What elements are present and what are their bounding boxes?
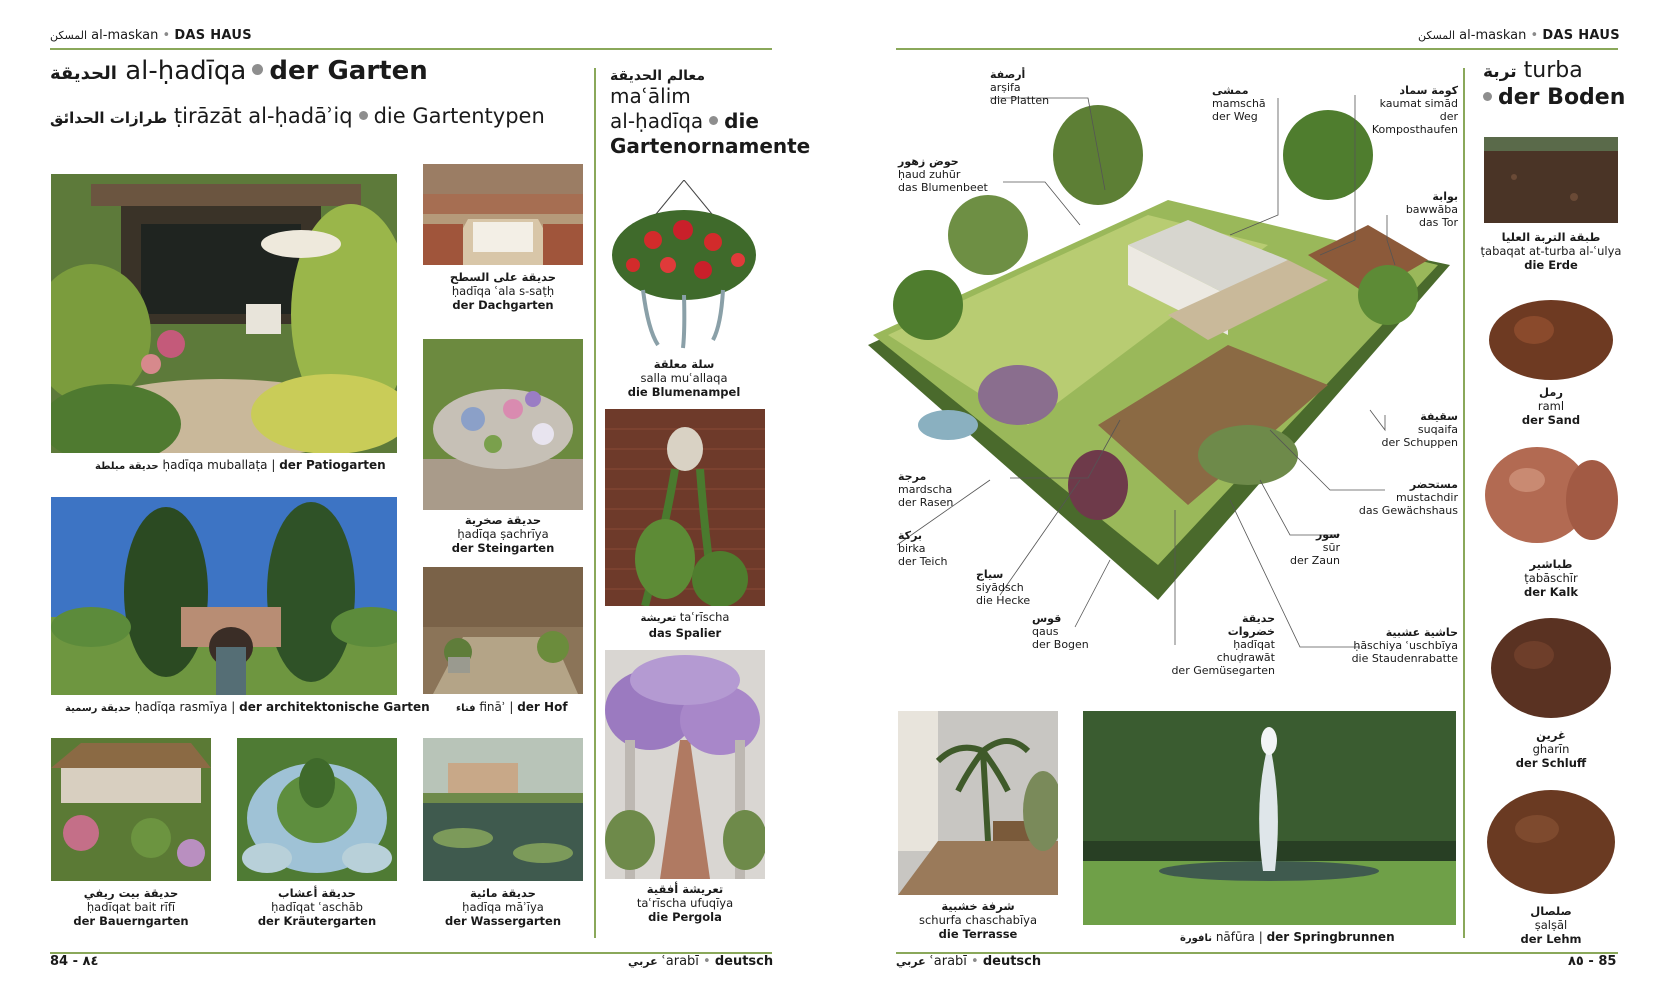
running-head-german: DAS HAUS — [174, 28, 252, 43]
label-staudenrabatte: حاشية عشبية ḥāschiya ʿuschbīya die Staudenrabatte — [1351, 626, 1458, 665]
label-tor: بوابة bawwāba das Tor — [1405, 190, 1458, 229]
label-weg: ممشى mamschā der Weg — [1212, 84, 1266, 123]
right-language-footer: عربي ʿarabī • deutsch — [896, 954, 1042, 969]
title-german: der Garten — [269, 56, 428, 86]
title-arabic: الحديقة — [50, 63, 117, 84]
running-head-arabic: المسكن — [50, 29, 88, 42]
pergola-caption: تعريشة أفقية taʿrīscha ufuqīya die Pergola — [636, 882, 734, 924]
topsoil-photo — [1484, 137, 1618, 223]
fountain-photo — [1083, 711, 1456, 925]
title-translit: al-ḥadīqa — [125, 56, 247, 86]
cottage-garden-caption: حديقة بيت ريفي ḥadīqat bait rīfī der Bauerngarten — [73, 886, 189, 928]
subtitle-translit: ṭirāzāt al-ḥadāʾiq — [173, 104, 353, 128]
ornaments-title-translit-2: al-ḥadīqa — [610, 109, 704, 133]
rock-garden-caption: حديقة صخرية ḥadīqa ṣachrīya der Steingarten — [451, 513, 555, 555]
trellis-caption: تعريشة taʿrīscha das Spalier — [640, 610, 730, 640]
silt-caption: غرين gharīn der Schluff — [1515, 728, 1587, 770]
clay-photo — [1482, 784, 1620, 896]
left-running-head: المسكن al-maskan • DAS HAUS — [50, 28, 252, 43]
ornaments-title-german-2: Gartenornamente — [610, 134, 811, 158]
clay-caption: صلصال ṣalṣāl der Lehm — [1520, 904, 1582, 946]
roof-garden-caption: حديقة على السطح ḥadīqa ʿala s-saṭḥ der Dachgarten — [449, 270, 557, 312]
label-platten: أرصفة arṣifa die Platten — [990, 68, 1050, 107]
right-running-head: المسكن al-maskan • DAS HAUS — [1418, 28, 1620, 43]
ornaments-title-arabic: معالم الحديقة — [610, 68, 705, 84]
label-komposthaufen: كومة سماد kaumat simād der Komposthaufen — [1371, 84, 1458, 136]
sand-photo — [1484, 290, 1618, 380]
label-rasen: مرجة mardscha der Rasen — [898, 470, 954, 509]
terrace-photo — [898, 711, 1058, 895]
subtitle-german: die Gartentypen — [373, 104, 545, 128]
running-head-translit: al-maskan — [91, 28, 159, 43]
fountain-caption: نافورة nāfūra | der Springbrunnen — [1180, 930, 1395, 944]
label-zaun: سور sūr der Zaun — [1290, 528, 1340, 567]
label-blumenbeet: حوض زهور ḥaud zuhūr das Blumenbeet — [898, 155, 988, 194]
label-hecke: سياج siyādsch die Hecke — [976, 568, 1031, 607]
running-head-translit: al-maskan — [1459, 28, 1527, 43]
topsoil-caption: طبقة التربة العليا ṭabaqat at-turba al-ʿulya die Erde — [1480, 230, 1622, 272]
courtyard-caption: فناء fināʾ | der Hof — [456, 700, 568, 714]
label-gewaechshaus: مستحضر mustachdir das Gewächshaus — [1358, 478, 1458, 517]
soil-title: تربة turba der Boden — [1483, 58, 1626, 110]
terrace-caption: شرفة خشبية schurfa chaschabīya die Terrasse — [918, 899, 1038, 941]
chalk-caption: طباشير ṭabāschīr der Kalk — [1524, 557, 1578, 599]
subtitle-arabic: طرازات الحدائق — [50, 109, 168, 127]
running-head-arabic: المسكن — [1418, 29, 1456, 42]
formal-garden-caption: حديقة رسمية ḥadīqa rasmīya | der architektonische Garten — [65, 700, 430, 714]
label-gemuesegarten: حديقة خضروات ḥadīqat chuḍrawāt der Gemüsegarten — [1171, 612, 1275, 677]
herb-garden-caption: حديقة أعشاب ḥadīqat ʿaschāb der Kräutergarten — [257, 886, 377, 928]
hanging-basket-caption: سلة معلقة salla muʿallaqa die Blumenampel — [627, 357, 741, 399]
label-teich: بركة birka der Teich — [898, 529, 948, 568]
left-language-footer: عربي ʿarabī • deutsch — [628, 954, 774, 969]
patio-garden-caption: حديقة مبلطة ḥadīqa muballaṭa | der Patiogarten — [95, 458, 386, 472]
ornaments-title-german-1: die — [724, 109, 759, 133]
water-garden-caption: حديقة مائية ḥadīqa māʾīya der Wassergarten — [444, 886, 562, 928]
label-schuppen: سقيفة suqaifa der Schuppen — [1381, 410, 1458, 449]
silt-photo — [1484, 610, 1618, 720]
sand-caption: رمل raml der Sand — [1521, 385, 1581, 427]
running-head-german: DAS HAUS — [1542, 28, 1620, 43]
chalk-photo — [1482, 440, 1620, 550]
right-page-number: ٨٥ - 85 — [1568, 954, 1617, 969]
ornaments-title-translit-1: maʿālim — [610, 84, 691, 108]
label-bogen: قوس qaus der Bogen — [1032, 612, 1089, 651]
left-page-number: 84 - ٨٤ — [50, 954, 99, 969]
